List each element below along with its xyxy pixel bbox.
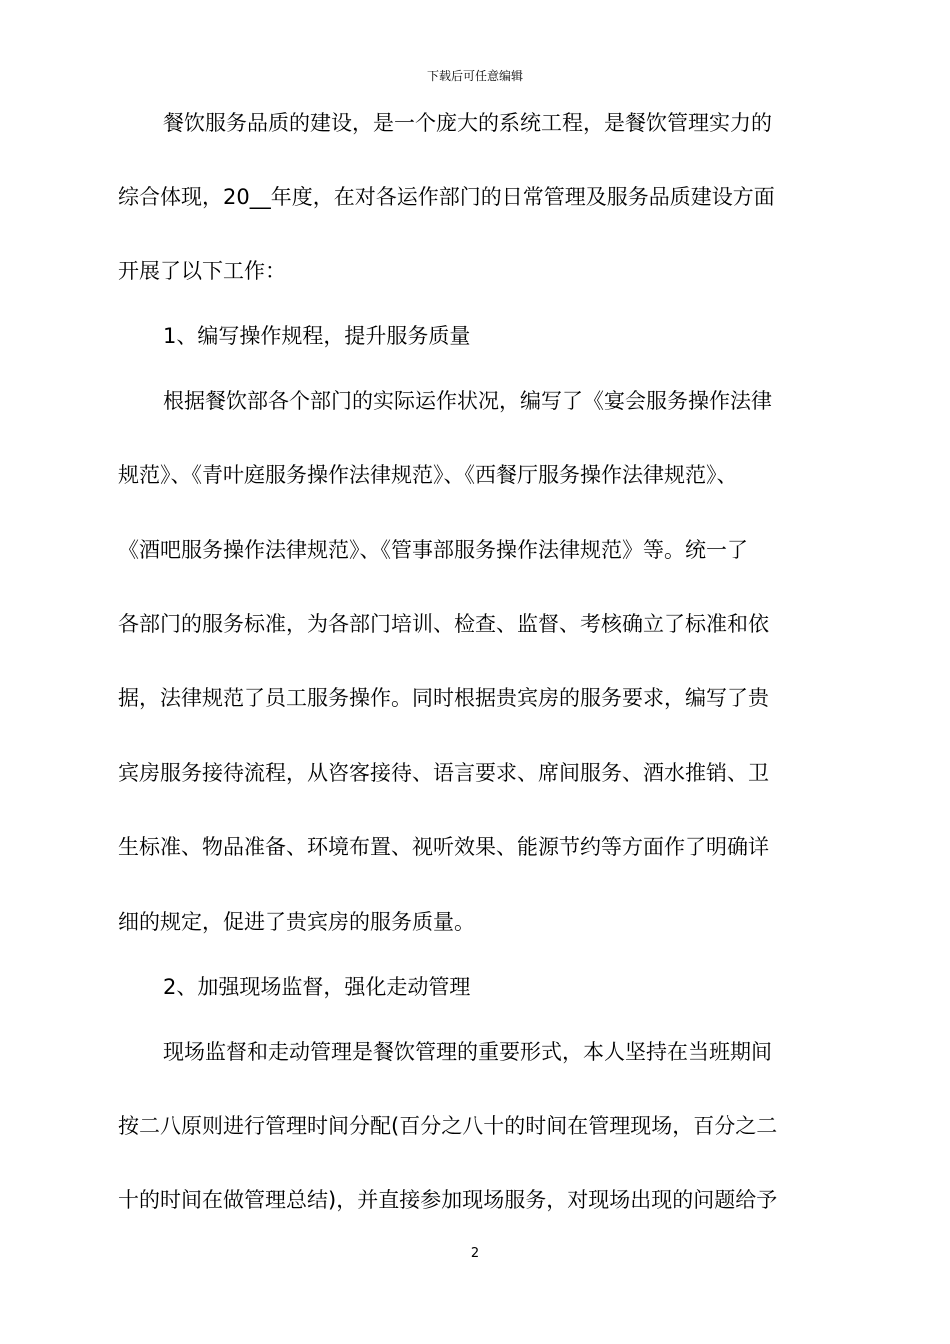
paragraph-line-10: 宾房服务接待流程，从咨客接待、语言要求、席间服务、酒水推销、卫 [118, 761, 769, 785]
paragraph-line-1: 餐饮服务品质的建设，是一个庞大的系统工程，是餐饮管理实力的 [163, 111, 772, 135]
paragraph-line-6: 规范》、《青叶庭服务操作法律规范》、《西餐厅服务操作法律规范》、 [118, 463, 738, 487]
paragraph-line-2: 综合体现，20__年度，在对各运作部门的日常管理及服务品质建设方面 [118, 185, 775, 209]
page-number: 2 [470, 1246, 480, 1261]
paragraph-line-3: 开展了以下工作： [118, 259, 286, 283]
paragraph-line-12: 细的规定，促进了贵宾房的服务质量。 [118, 910, 475, 934]
paragraph-line-8: 各部门的服务标准，为各部门培训、检查、监督、考核确立了标准和依 [118, 612, 769, 636]
paragraph-line-5: 根据餐饮部各个部门的实际运作状况，编写了《宴会服务操作法律 [163, 389, 772, 413]
paragraph-line-15: 按二八原则进行管理时间分配(百分之八十的时间在管理现场，百分之二 [118, 1114, 778, 1138]
paragraph-line-7: 《酒吧服务操作法律规范》、《管事部服务操作法律规范》等。统一了 [118, 538, 748, 562]
section-heading-1: 1、编写操作规程，提升服务质量 [163, 324, 471, 348]
paragraph-line-16: 十的时间在做管理总结)，并直接参加现场服务，对现场出现的问题给予 [118, 1188, 778, 1212]
paragraph-line-9: 据，法律规范了员工服务操作。同时根据贵宾房的服务要求，编写了贵 [118, 686, 769, 710]
paragraph-line-11: 生标准、物品准备、环境布置、视听效果、能源节约等方面作了明确详 [118, 835, 769, 859]
page-header: 下载后可任意编辑 [426, 69, 523, 83]
paragraph-line-14: 现场监督和走动管理是餐饮管理的重要形式，本人坚持在当班期间 [163, 1040, 772, 1064]
section-heading-2: 2、加强现场监督，强化走动管理 [163, 975, 471, 999]
